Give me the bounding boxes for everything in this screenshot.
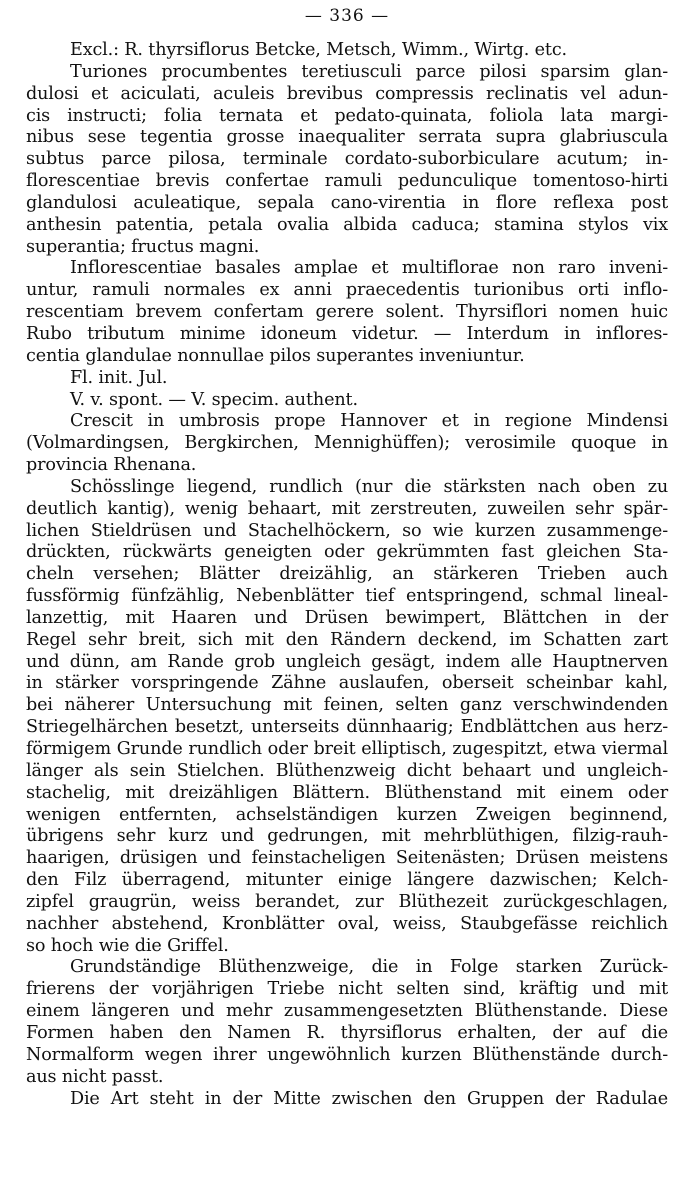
text-line: in stärker vorspringende Zähne auslaufen, oberseit scheinbar kahl, [26,673,668,694]
text-line: provincia Rhenana. [26,455,197,476]
text-line: Schösslinge liegend, rundlich (nur die stärksten nach oben zu [70,476,668,497]
text-line: wenigen entfernten, achselständigen kurzen Zweigen beginnend, [26,804,668,825]
text-line: Rubo tributum minime idoneum videtur. — Interdum in inflores- [26,323,668,344]
text-line: centia glandulae nonnullae pilos superantes inveniuntur. [26,345,525,366]
text-line: dulosi et aciculati, aculeis brevibus compressis reclinatis vel adun- [26,83,668,104]
text-line: bei näherer Untersuchung mit feinen, selten ganz verschwindenden [26,695,668,716]
text-line: (Volmardingsen, Bergkirchen, Mennighüffen); verosimile quoque in [26,433,668,454]
text-line: lichen Stieldrüsen und Stachelhöckern, so wie kurzen zusammenge- [26,520,668,541]
text-line: haarigen, drüsigen und feinstacheligen Seitenästen; Drüsen meistens [26,848,668,869]
text-line: Normalform wegen ihrer ungewöhnlich kurzen Blüthenstände durch- [26,1044,668,1065]
text-line: rescentiam brevem confertam gerere solent. Thyrsiflori nomen huic [26,302,668,323]
text-line: V. v. spont. — V. specim. authent. [70,389,358,410]
page-number: — 336 — [304,6,390,26]
text-line: nachher abstehend, Kronblätter oval, weiss, Staubgefässe reichlich [26,913,668,934]
text-line: Crescit in umbrosis prope Hannover et in regione Mindensi [70,411,668,432]
text-line: fussförmig fünfzählig, Nebenblätter tief entspringend, schmal lineal- [26,586,668,607]
text-line: untur, ramuli normales ex anni praecedentis turionibus orti inflo- [26,280,668,301]
text-line: Turiones procumbentes teretiusculi parce pilosi sparsim glan- [70,61,668,82]
text-line: übrigens sehr kurz und gedrungen, mit mehrblüthigen, filzig-rauh- [26,826,668,847]
text-line: lanzettig, mit Haaren und Drüsen bewimpert, Blättchen in der [26,607,668,628]
text-line: Regel sehr breit, sich mit den Rändern deckend, im Schatten zart [26,629,668,650]
text-line: und dünn, am Rande grob ungleich gesägt, indem alle Hauptnerven [26,651,668,672]
text-line: glandulosi aculeatique, sepala cano-virentia in flore reflexa post [26,192,668,213]
text-line: Striegelhärchen besetzt, unterseits dünnhaarig; Endblättchen aus herz- [26,717,668,738]
text-line: länger als sein Stielchen. Blüthenzweig dicht behaart und ungleich- [26,760,668,781]
text-line: Excl.: R. thyrsiflorus Betcke, Metsch, Wimm., Wirtg. etc. [70,40,567,60]
text-line: förmigem Grunde rundlich oder breit elliptisch, zugespitzt, etwa viermal [26,739,668,759]
text-line: drückten, rückwärts geneigten oder gekrümmten fast gleichen Sta- [26,542,668,563]
text-line: florescentiae brevis confertae ramuli pedunculique tomentoso-hirti [26,171,668,192]
text-line: einem längeren und mehr zusammengesetzten Blüthenstande. Diese [26,1001,668,1022]
text-line: Die Art steht in der Mitte zwischen den Gruppen der Radulae [70,1088,668,1109]
text-line: anthesin patentia, petala ovalia albida caduca; stamina stylos vix [26,214,668,235]
body-text [26,40,668,1110]
text-line: cheln versehen; Blätter dreizählig, an stärkeren Trieben auch [26,564,668,585]
text-line: Grundständige Blüthenzweige, die in Folge starken Zurück- [70,957,668,978]
text-line: Fl. init. Jul. [70,367,168,388]
text-line: so hoch wie die Griffel. [26,935,229,956]
text-line: deutlich kantig), wenig behaart, mit zerstreuten, zuweilen sehr spär- [26,498,668,519]
text-line: stachelig, mit dreizähligen Blättern. Blüthenstand mit einem oder [26,782,668,803]
text-line: aus nicht passt. [26,1066,164,1087]
text-line: den Filz überragend, mitunter einige längere dazwischen; Kelch- [26,870,668,891]
text-line: Inflorescentiae basales amplae et multiflorae non raro inveni- [70,258,668,279]
text-line: superantia; fructus magni. [26,236,260,257]
text-line: Formen haben den Namen R. thyrsiflorus erhalten, der auf die [26,1022,668,1043]
text-line: frierens der vorjährigen Triebe nicht selten sind, kräftig und mit [26,979,668,1000]
text-line: subtus parce pilosa, terminale cordato-suborbiculare acutum; in- [26,149,668,170]
text-line: cis instructi; folia ternata et pedato-quinata, foliola lata margi- [26,105,668,126]
text-line: nibus sese tegentia grosse inaequaliter serrata supra glabriuscula [26,127,668,148]
text-line: zipfel graugrün, weiss berandet, zur Blüthezeit zurückgeschlagen, [26,891,668,912]
